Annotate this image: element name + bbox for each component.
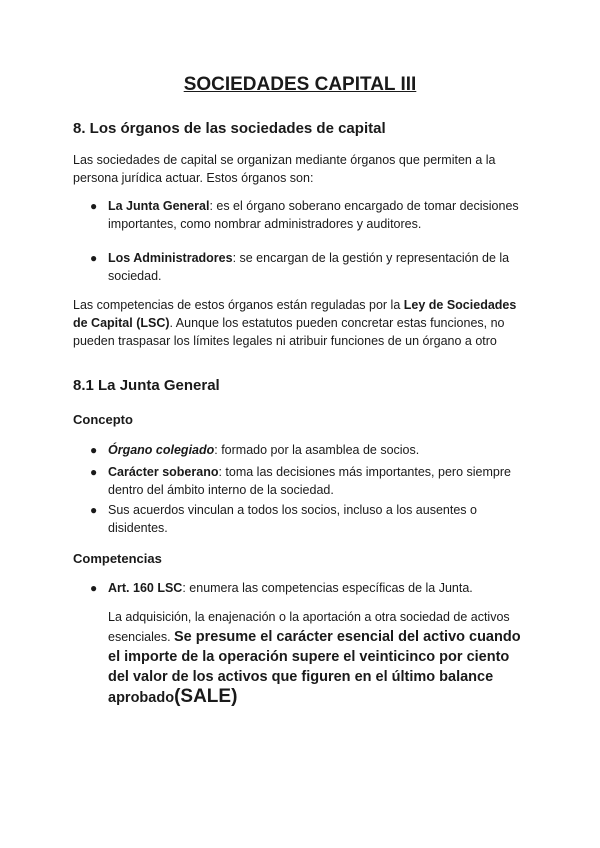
list-item-text: : toma las decisiones más importantes, pero siempre dentro del ámbito interno de la sociedad. — [108, 465, 511, 497]
list-item-term: Carácter soberano — [108, 465, 219, 479]
list-item — [108, 197, 528, 233]
list-item — [108, 249, 528, 285]
section-8-intro: Las sociedades de capital se organizan mediante órganos que permiten a la persona jurídica actuar. Estos órganos son: — [73, 153, 496, 185]
section-8-1-heading: 8.1 La Junta General — [73, 377, 220, 394]
bullet-icon: ● — [90, 581, 98, 595]
concepto-heading: Concepto — [73, 412, 133, 427]
competencias-paragraph — [73, 296, 528, 350]
paragraph-text: La adquisición, la enajenación o la aportación a otra sociedad de activos esenciales. — [108, 610, 510, 644]
document-title: SOCIEDADES CAPITAL III — [183, 74, 417, 95]
bullet-icon: ● — [90, 465, 98, 479]
section-8-heading: 8. Los órganos de las sociedades de capital — [73, 120, 386, 137]
bullet-icon: ● — [90, 503, 98, 517]
bullet-icon: ● — [90, 251, 98, 265]
list-item-text: : enumera las competencias específicas de la Junta. — [182, 581, 473, 595]
list-item — [108, 441, 528, 459]
bullet-icon: ● — [90, 199, 98, 213]
list-item — [108, 463, 528, 499]
list-item — [108, 579, 528, 597]
list-item-term: La Junta General — [108, 199, 210, 213]
paragraph-text: . Aunque los estatutos pueden concretar estas funciones, no pueden traspasar los límites legales ni atribuir funciones de un órgano a otro — [73, 316, 505, 348]
art-160-detail-paragraph — [108, 607, 533, 708]
list-item-term: Órgano colegiado — [108, 443, 215, 457]
list-item-term: Los Administradores — [108, 251, 233, 265]
list-item-text: : formado por la asamblea de socios. — [214, 443, 420, 457]
bullet-icon: ● — [90, 443, 98, 457]
law-name: Ley de Sociedades de Capital (LSC) — [73, 298, 517, 330]
presumption-text: Se presume el carácter esencial del activo cuando el importe de la operación supere el veinticinco por ciento del valor de los activos que figuren en el último balance aprobado — [108, 629, 521, 706]
paragraph-text: Las competencias de estos órganos están reguladas por la — [73, 298, 404, 312]
list-item-text: : es el órgano soberano encargado de tomar decisiones importantes, como nombrar administradores y auditores. — [108, 199, 519, 231]
list-item-text: : se encargan de la gestión y representación de la sociedad. — [108, 251, 510, 283]
list-item-term: Art. 160 LSC — [108, 581, 183, 595]
list-item: Sus acuerdos vinculan a todos los socios, incluso a los ausentes o disidentes. — [108, 503, 477, 535]
sale-note: (SALE) — [174, 686, 238, 707]
competencias-heading: Competencias — [73, 551, 162, 566]
